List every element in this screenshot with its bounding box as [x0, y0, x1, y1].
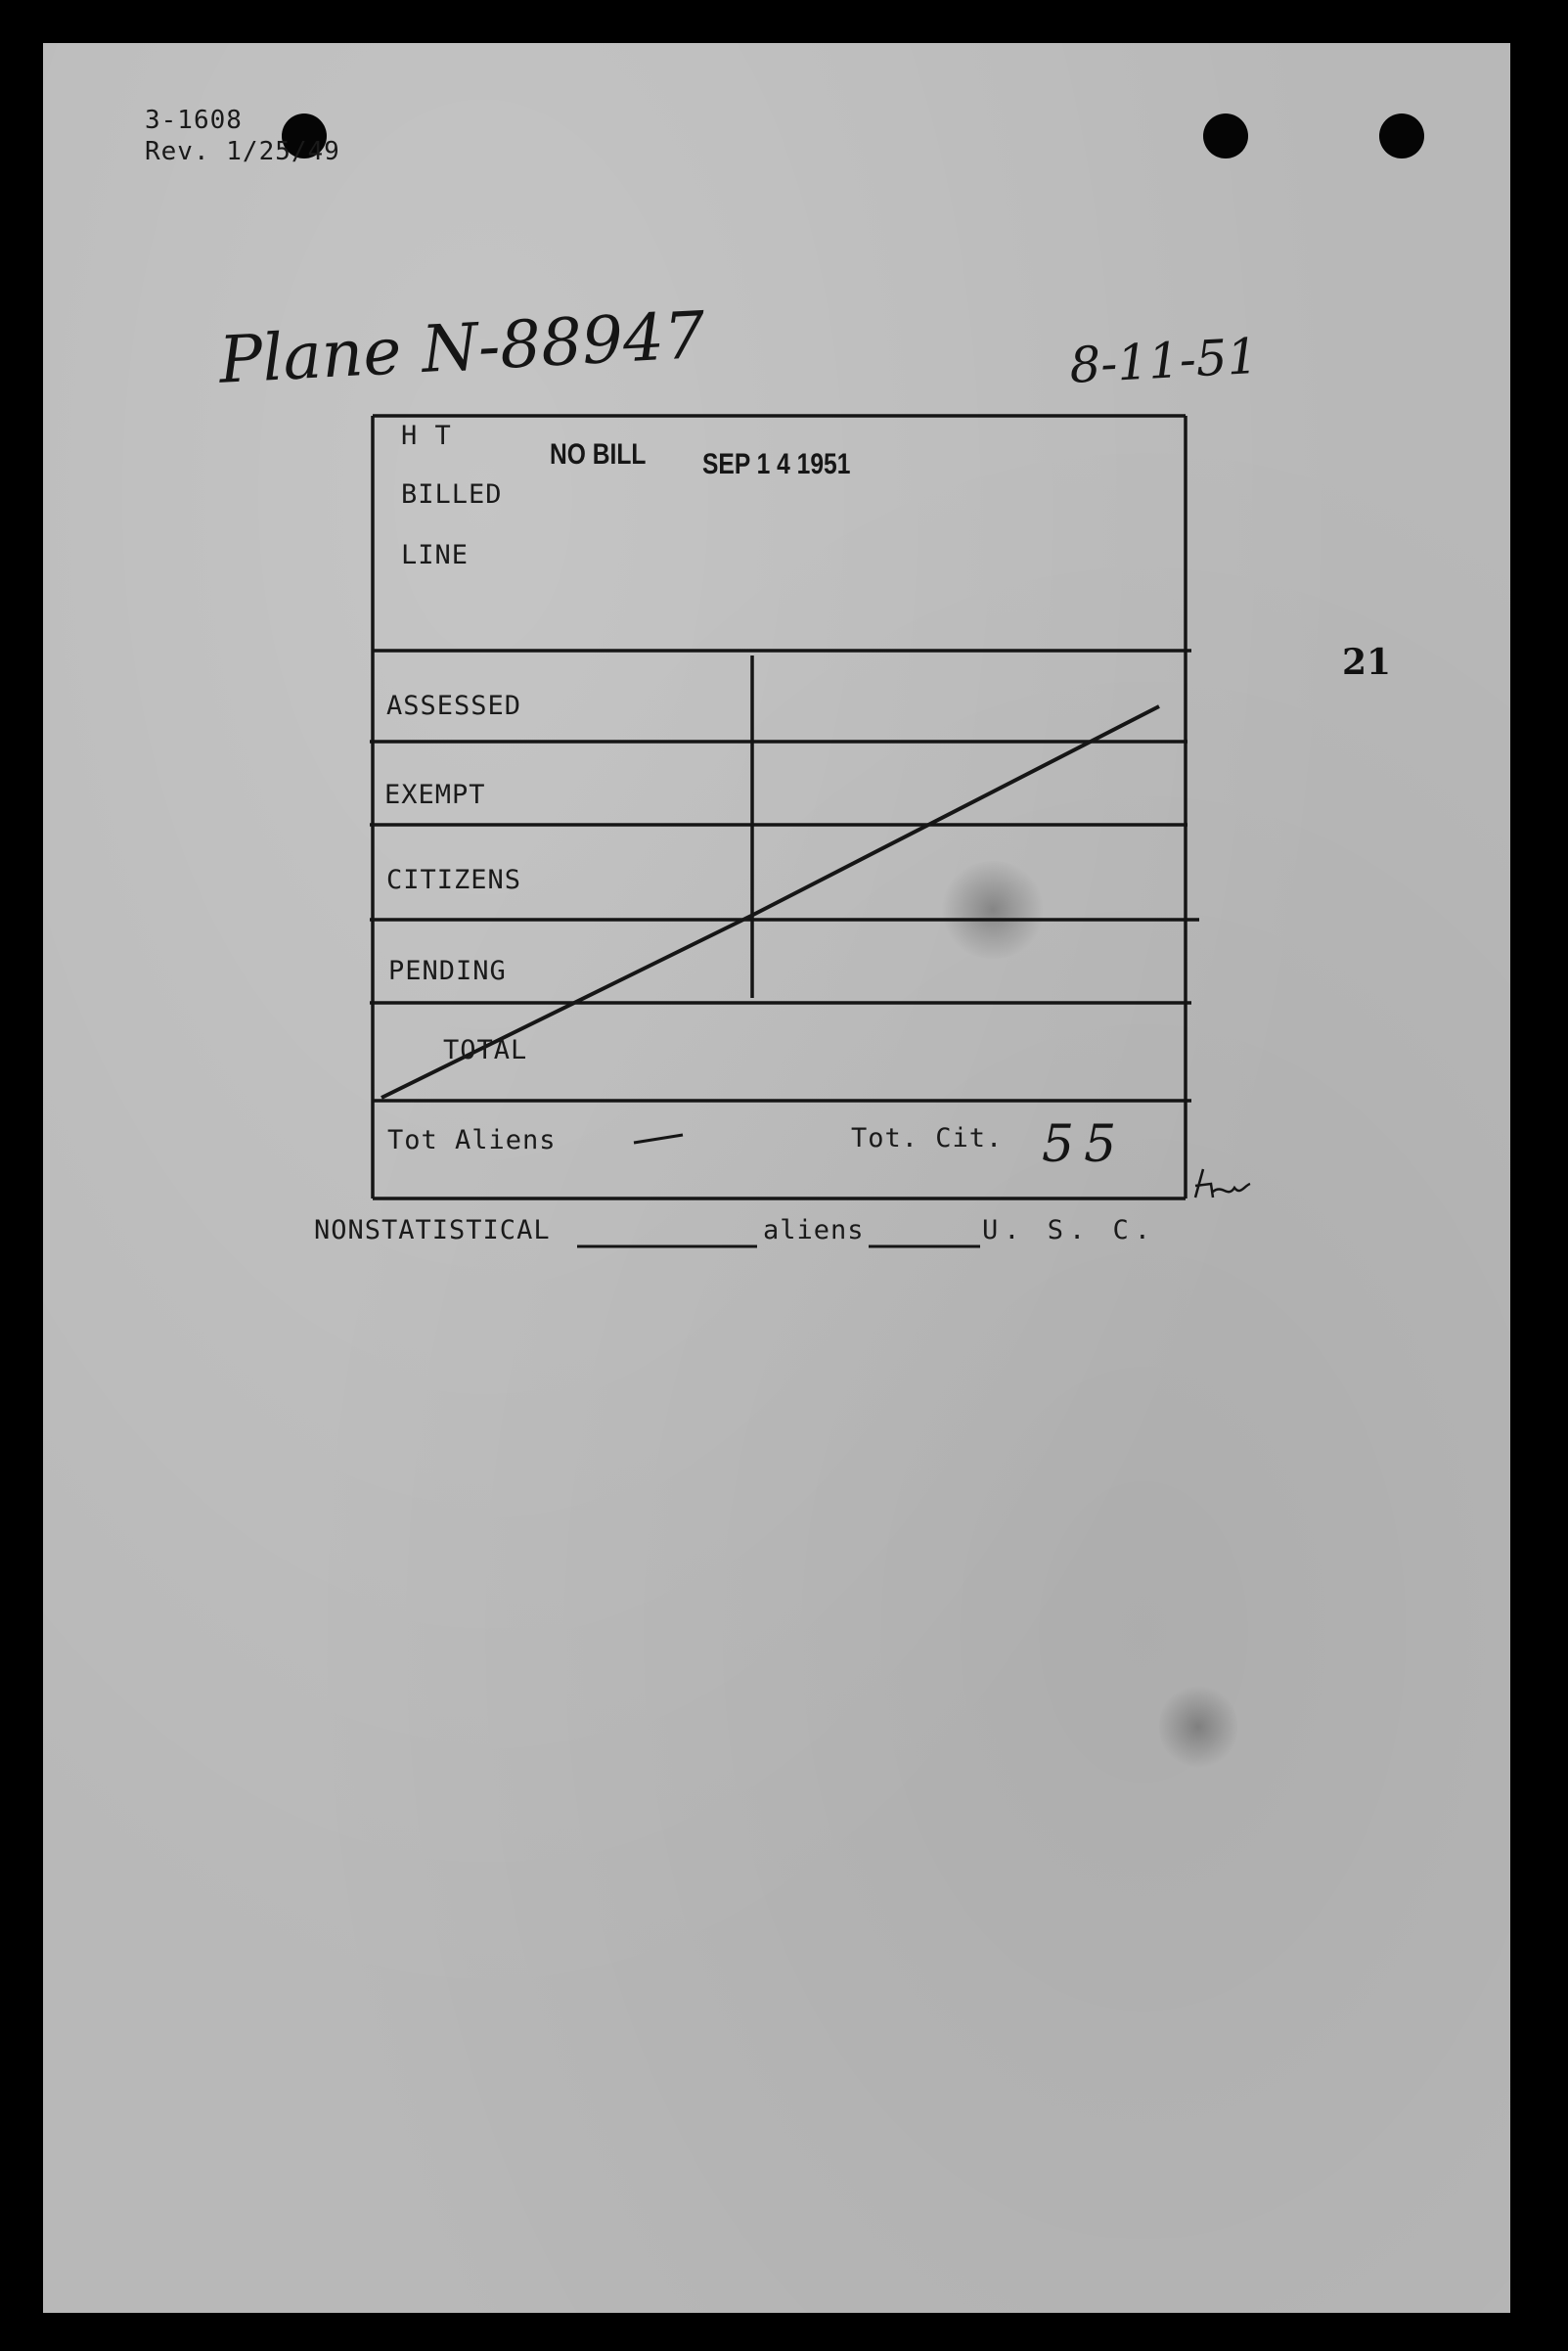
date-stamp: SEP 1 4 1951	[702, 448, 851, 480]
form-number: 3-1608	[145, 106, 243, 135]
initials-scribble	[1195, 1169, 1250, 1198]
date-handwritten: 8-11-51	[1068, 327, 1260, 394]
plane-number-handwritten: Plane N-88947	[217, 296, 707, 398]
no-bill-stamp: NO BILL	[550, 438, 647, 471]
label-citizens: CITIZENS	[386, 865, 522, 895]
label-line: LINE	[401, 540, 470, 570]
label-nonstatistical: NONSTATISTICAL	[314, 1215, 551, 1245]
dash-mark	[634, 1135, 683, 1143]
label-usc: U. S. C.	[982, 1215, 1157, 1245]
label-total: TOTAL	[443, 1035, 528, 1065]
label-assessed: ASSESSED	[386, 691, 522, 721]
form-revision: Rev. 1/25/49	[145, 137, 340, 166]
label-tot-aliens: Tot Aliens	[387, 1125, 557, 1155]
label-billed: BILLED	[401, 479, 503, 510]
label-aliens: aliens	[763, 1215, 865, 1245]
page-number: 21	[1342, 642, 1392, 683]
label-pending: PENDING	[388, 956, 507, 986]
label-exempt: EXEMPT	[384, 780, 486, 810]
label-ht: H T	[401, 421, 452, 451]
total-citizens-handwritten: 55	[1042, 1115, 1127, 1174]
label-tot-cit: Tot. Cit.	[851, 1123, 1004, 1153]
